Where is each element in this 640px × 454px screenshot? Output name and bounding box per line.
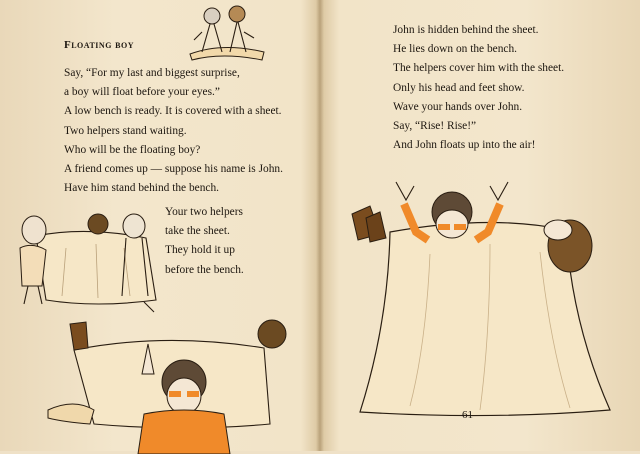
text-line: take the sheet. [165, 225, 230, 238]
story-title: Floating boy [64, 39, 134, 51]
text-line: Your two helpers [165, 206, 243, 218]
text-line: And John floats up into the air! [393, 139, 536, 152]
text-line: Wave your hands over John. [393, 100, 523, 113]
left-text-block [64, 64, 283, 198]
text-line: before the bench. [165, 263, 244, 276]
page-number: 61 [462, 409, 473, 421]
john-floating-illustration [340, 174, 620, 434]
text-line: John is hidden behind the sheet. [393, 24, 539, 36]
text-line: A friend comes up — suppose his name is John. [64, 163, 283, 176]
text-line: Say, “Rise! Rise!” [393, 120, 477, 133]
floating-boy-illustration [34, 314, 294, 454]
text-line: Who will be the floating boy? [64, 143, 201, 156]
text-line: Only his head and feet show. [393, 81, 525, 94]
text-line: He lies down on the bench. [393, 43, 518, 56]
text-line: Say, “For my last and biggest surprise, [64, 67, 240, 79]
helpers-small-illustration [182, 2, 272, 62]
text-line: They hold it up [165, 244, 235, 257]
text-line: The helpers cover him with the sheet. [393, 62, 565, 75]
text-line: A low bench is ready. It is covered with a sheet. [64, 105, 282, 118]
left-page [0, 0, 320, 451]
right-text-block [393, 21, 564, 155]
left-narrow-text-block [165, 203, 244, 280]
text-line: a boy will float before your eyes.” [64, 86, 220, 99]
text-line: Have him stand behind the bench. [64, 182, 219, 195]
text-line: Two helpers stand waiting. [64, 124, 187, 137]
helpers-sheet-illustration [6, 208, 176, 318]
